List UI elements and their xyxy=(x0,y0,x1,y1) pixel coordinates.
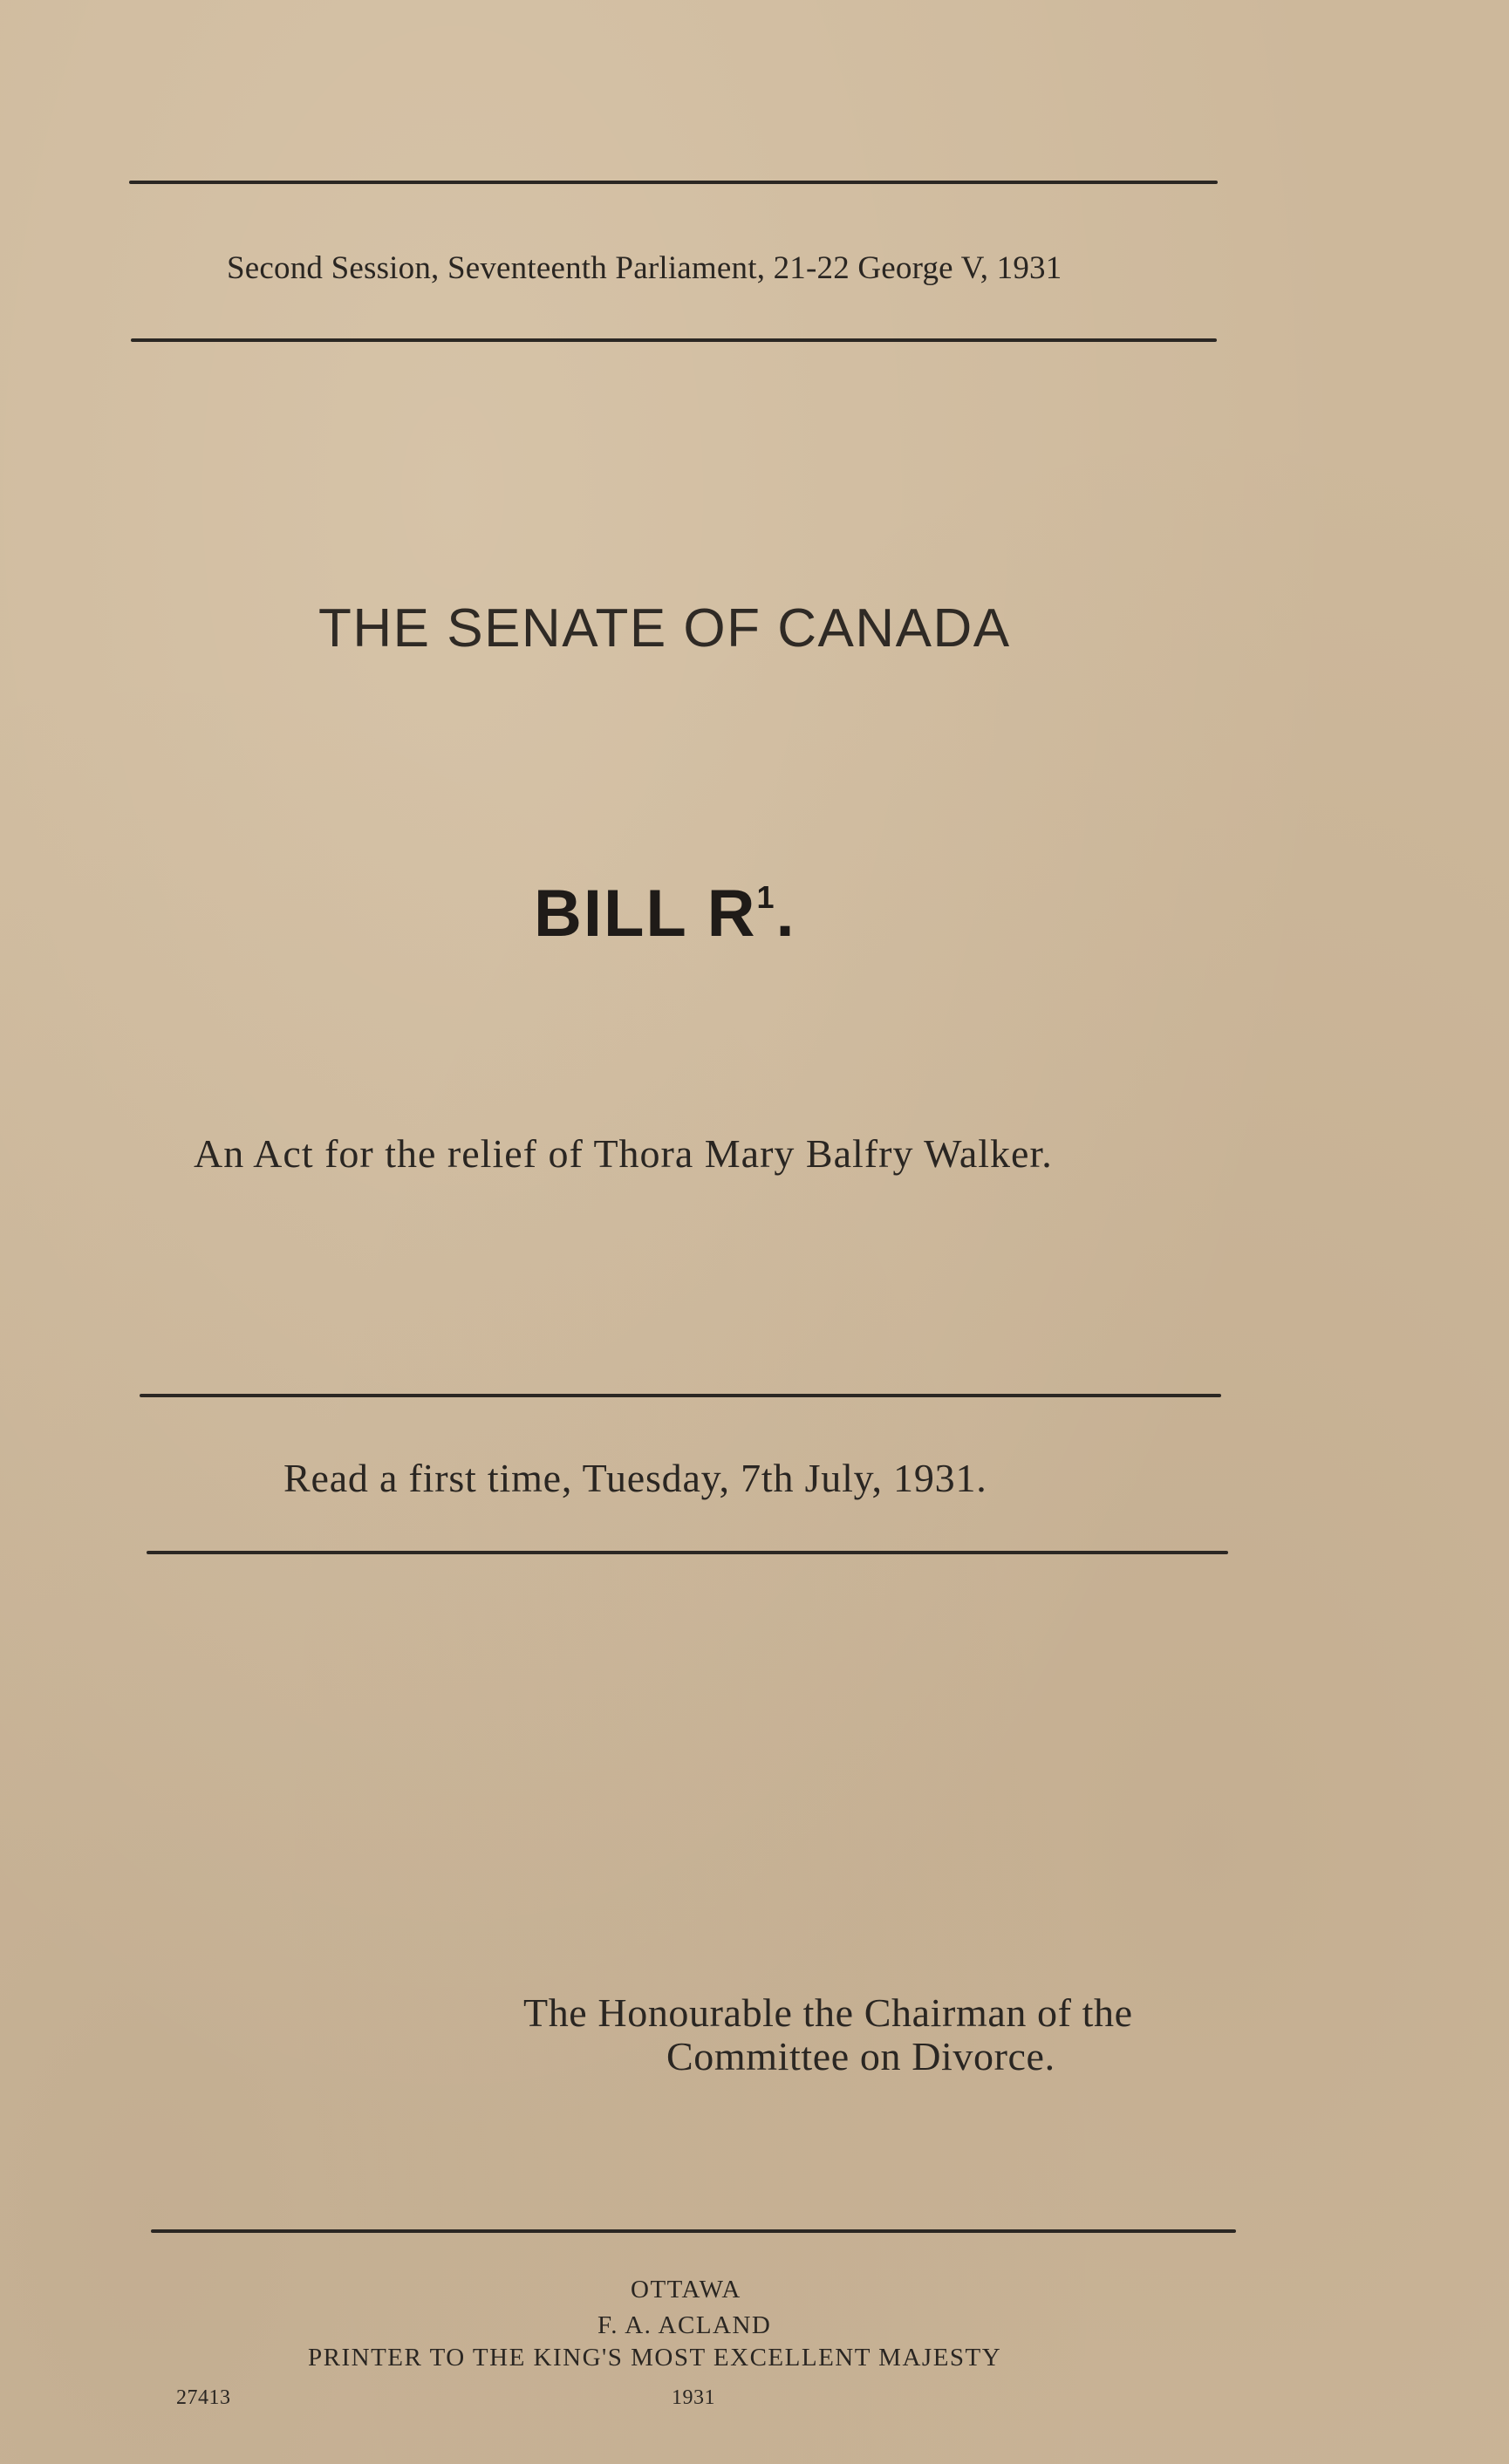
imprint-place: OTTAWA xyxy=(631,2276,741,2304)
session-line: Second Session, Seventeenth Parliament, 21-22 George V, 1931 xyxy=(227,250,1062,286)
chamber-title: THE SENATE OF CANADA xyxy=(318,598,1011,659)
bill-superscript: 1 xyxy=(756,878,776,915)
bill-title xyxy=(534,877,796,951)
imprint-printer-title: PRINTER TO THE KING'S MOST EXCELLENT MAJESTY xyxy=(308,2344,1002,2372)
header-bottom-rule xyxy=(131,338,1217,342)
bill-label: BILL R xyxy=(534,877,757,951)
imprint-rule xyxy=(151,2229,1236,2233)
reading-line: Read a first time, Tuesday, 7th July, 1931. xyxy=(283,1456,987,1500)
sponsor-line-2: Committee on Divorce. xyxy=(666,2034,1055,2078)
sponsor-line-1: The Honourable the Chairman of the xyxy=(523,1990,1133,2035)
bill-period: . xyxy=(775,877,796,951)
act-description: An Act for the relief of Thora Mary Balfry Walker. xyxy=(194,1131,1053,1176)
reading-top-rule xyxy=(140,1394,1221,1397)
catalog-number: 27413 xyxy=(176,2386,231,2409)
sponsor-block xyxy=(523,1990,1133,2078)
imprint-year: 1931 xyxy=(672,2386,715,2409)
imprint-printer-name: F. A. ACLAND xyxy=(597,2311,772,2339)
reading-bottom-rule xyxy=(147,1551,1228,1554)
top-rule xyxy=(129,181,1218,184)
